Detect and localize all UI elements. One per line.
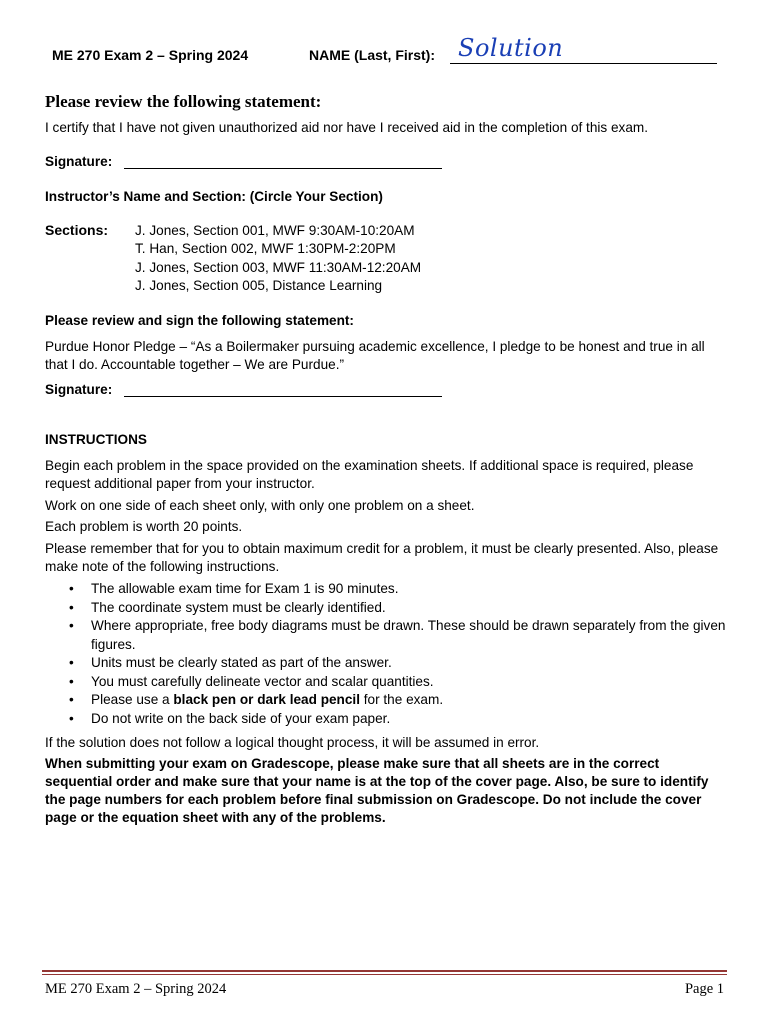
section-item[interactable]: J. Jones, Section 003, MWF 11:30AM-12:20AM	[135, 259, 422, 275]
name-handwritten-value: Solution	[458, 34, 564, 62]
footer-page-number: Page 1	[684, 981, 724, 997]
honor-heading: Please review and sign the following statement:	[45, 313, 354, 328]
bullet-item: • Units must be clearly stated as part of the answer.	[69, 655, 392, 670]
name-line	[450, 63, 717, 64]
gradescope-instructions: When submitting your exam on Gradescope, please make sure that all sheets are in the correct sequential order and make sure that your name is at the top of the cover page. Also, be sure to identify the page numbers for each problem before final submission on Gradescope. Do not include the cover page or the equation sheet with any of the problems.	[45, 756, 709, 825]
signature-line-1[interactable]	[124, 168, 442, 169]
honor-pledge-text: Purdue Honor Pledge – “As a Boilermaker pursuing academic excellence, I pledge to be honest and true in all that I do. Accountable together – We are Purdue.”	[45, 339, 705, 372]
name-label: NAME (Last, First):	[309, 47, 435, 63]
footer-exam-title: ME 270 Exam 2 – Spring 2024	[45, 981, 227, 997]
instructor-heading: Instructor’s Name and Section: (Circle Your Section)	[45, 189, 383, 204]
signature-label-2: Signature:	[45, 382, 113, 397]
exam-title: ME 270 Exam 2 – Spring 2024	[52, 47, 249, 63]
bullet-item: • The allowable exam time for Exam 1 is 90 minutes.	[69, 581, 399, 596]
instructions-p4: Please remember that for you to obtain maximum credit for a problem, it must be clearly presented. Also, please make note of the following instructions.	[45, 541, 719, 574]
section-item[interactable]: J. Jones, Section 001, MWF 9:30AM-10:20AM	[135, 223, 415, 238]
bullet-item: • Where appropriate, free body diagrams must be drawn. These should be drawn separately from the given figures.	[69, 618, 726, 652]
bullet-item: • Please use a black pen or dark lead pencil for the exam.	[69, 692, 444, 707]
signature-line-2[interactable]	[124, 396, 442, 397]
bullet-item: • The coordinate system must be clearly identified.	[69, 599, 386, 615]
instructions-heading: INSTRUCTIONS	[45, 432, 147, 447]
signature-label-1: Signature:	[45, 154, 113, 169]
instructions-p1: Begin each problem in the space provided on the examination sheets. If additional space is required, please request additional paper from your instructor.	[45, 458, 694, 491]
sections-label: Sections:	[45, 222, 109, 238]
bullet-item: • Do not write on the back side of your exam paper.	[69, 710, 391, 726]
footer-rule	[42, 970, 727, 972]
statement-text: I certify that I have not given unauthorized aid nor have I received aid in the completion of this exam.	[45, 120, 649, 135]
section-item[interactable]: J. Jones, Section 005, Distance Learning	[135, 277, 383, 293]
statement-heading: Please review the following statement:	[45, 92, 322, 111]
sections-list	[135, 222, 421, 295]
bullet-item: • You must carefully delineate vector and scalar quantities.	[69, 673, 434, 689]
instructions-p3: Each problem is worth 20 points.	[45, 519, 243, 534]
footer-rule-thin	[42, 974, 727, 975]
instructions-p5: If the solution does not follow a logical thought process, it will be assumed in error.	[45, 735, 540, 750]
instructions-p2: Work on one side of each sheet only, with only one problem on a sheet.	[45, 498, 475, 513]
instructions-bullet-list	[45, 580, 741, 728]
section-item[interactable]: T. Han, Section 002, MWF 1:30PM-2:20PM	[135, 241, 396, 257]
